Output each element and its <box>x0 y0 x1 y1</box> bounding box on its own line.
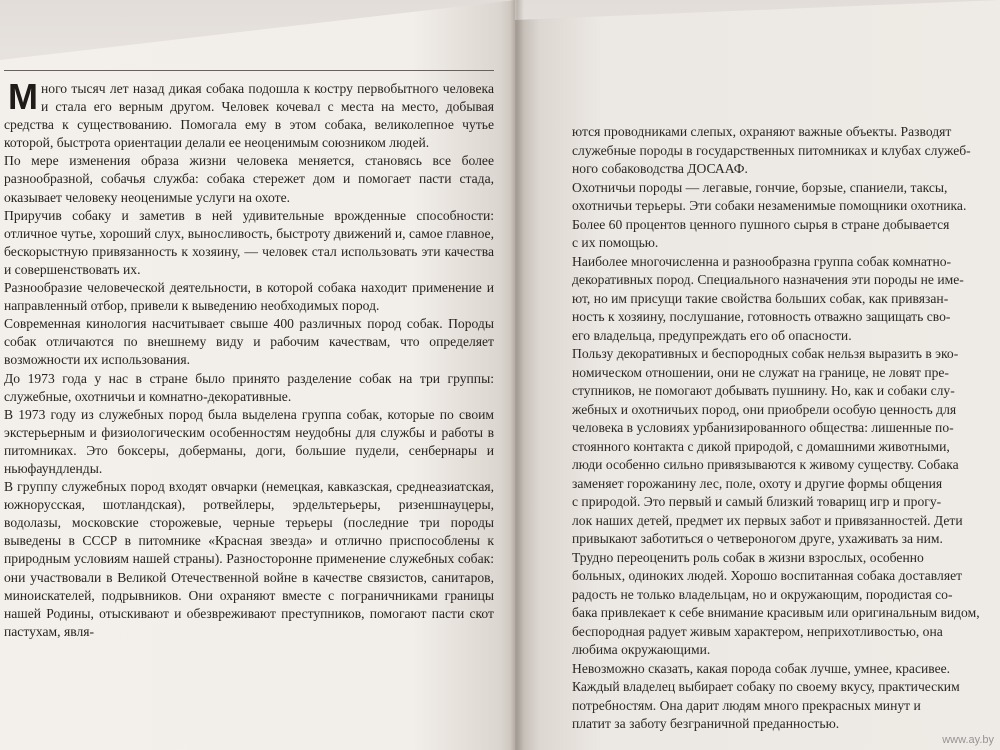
left-page-text <box>4 76 494 641</box>
book-gutter <box>510 0 524 750</box>
text-line: ются проводниками слепых, охраняют важные объекты. Разводят <box>572 124 952 139</box>
paragraph <box>4 76 494 152</box>
right-page-text <box>572 123 1000 734</box>
text-line: ют, но им присущи такие свойства больших собак, как привязан- <box>572 290 949 306</box>
paragraph: По мере изменения образа жизни человека меняется, становясь все более разнообразной, собачья служба: собака стережет дом и помогает пасти стада, оказывает человеку неоценимые услуги на охоте. <box>4 153 494 205</box>
text-line: жебных и охотничьих пород, они приобрели особую ценность для <box>572 401 957 417</box>
text-line: человека в условиях урбанизированного общества: лишенные по- <box>572 420 954 435</box>
paragraph: Приручив собаку и заметив в ней удивительные врожденные способности: отличное чутье, хороший слух, выносливость, быстроту движений и, самое главное, бескорыстную привязанность к хозяину, — человек стал использовать эти качества и совершенствовать их. <box>4 207 494 277</box>
paragraph: В 1973 году из служебных пород была выделена группа собак, которые по своим экстерьерным и физиологическим особенностям неудобны для службы и работы в питомниках. Это боксеры, доберманы, доги, большие пудели, сенбернары и ньюфаундленды. <box>4 406 494 476</box>
text-line: с их помощью. <box>572 235 659 250</box>
text-line: охотничьи терьеры. Эти собаки незаменимые помощники охотника. <box>572 198 967 213</box>
text-line: Трудно переоценить роль собак в жизни взрослых, особенно <box>572 549 924 565</box>
text-line: ного собаководства ДОСААФ. <box>572 161 748 176</box>
text-line: с природой. Это первый и самый близкий товарищ игр и прогу- <box>572 494 942 509</box>
text-line: Наиболее многочисленна и разнообразна группа собак комнатно- <box>572 253 952 269</box>
text-line: декоративных пород. Специального назначения эти породы не име- <box>572 272 964 287</box>
text-line: Более 60 процентов ценного пушного сырья в стране добывается <box>572 216 950 232</box>
text-line: платит за заботу безграничной преданностью. <box>572 716 840 731</box>
text-line: Пользу декоративных и беспородных собак нельзя выразить в эко- <box>572 346 959 361</box>
text-line: Невозможно сказать, какая порода собак лучше, умнее, красивее. <box>572 660 951 676</box>
text-line: ступников, не помогают добывать пушнину. Но, как и собаки слу- <box>572 383 955 398</box>
text-line: больных, одиноких людей. Хорошо воспитанная собака доставляет <box>572 568 963 583</box>
text-line: ность к хозяину, послушание, готовность отважно защищать сво- <box>572 309 951 324</box>
paragraph: Разнообразие человеческой деятельности, в которой собака находит применение и направленный отбор, привели к выведению необходимых пород. <box>4 280 494 314</box>
text-line: Каждый владелец выбирает собаку по своему вкусу, практическим <box>572 679 960 694</box>
text-line: Охотничьи породы — легавые, гончие, борзые, спаниели, таксы, <box>572 179 948 195</box>
text-line: радость не только владельцам, но и окружающим, породистая со- <box>572 586 953 602</box>
text-line: беспородная радует живым характером, неприхотливостью, она <box>572 623 943 639</box>
text-line: стоянного контакта с дикой природой, с домашними животными, <box>572 438 950 454</box>
text-line: его владельца, предупреждать его об опасности. <box>572 327 852 343</box>
drop-cap: М <box>8 76 38 117</box>
watermark: www.ay.by <box>942 734 994 746</box>
header-rule <box>4 70 494 71</box>
text-line: потребностям. Она дарит людям много прекрасных минут и <box>572 697 921 713</box>
text-line: люди особенно сильно привязываются к живому существу. Собака <box>572 457 959 472</box>
text-line: служебные породы в государственных питомниках и клубах служеб- <box>572 142 971 158</box>
text-line: привыкают заботиться о четвероногом друге, ухаживать за ним. <box>572 531 943 546</box>
text-line: бака привлекает к себе внимание красивым или оригинальным видом, <box>572 605 980 620</box>
text-line: лок наших детей, предмет их первых забот и привязанностей. Дети <box>572 512 963 528</box>
paragraph: До 1973 года у нас в стране было принято разделение собак на три группы: служебные, охотничьи и комнатно-декоративные. <box>4 370 494 404</box>
text-line: заменяет горожанину лес, поле, охоту и другие формы общения <box>572 475 943 491</box>
paragraph: Современная кинология насчитывает свыше 400 различных пород собак. Породы собак отличаются по внешнему виду и рабочим качествам, что определяет возможности их использования. <box>4 316 494 368</box>
paragraph-text: ного тысяч лет назад дикая собака подошла к костру первобытного человека и стала его верным другом. Человек кочевал с места на место, добывая средства к существованию. Помогала ему в этом собака, великолепное чутье которой, быстрота ориентации делали ее неоценимым союзником людей. <box>4 81 494 151</box>
paragraph: В группу служебных пород входят овчарки (немецкая, кавказская, среднеазиатская, южнорусская, шотландская), ротвейлеры, эрдельтерьеры, ризеншнауцеры, водолазы, московские сторожевые, черные терьеры (последние три породы выведены в СССР в питомнике «Красная звезда» и отлично приспособлены к природным условиям нашей страны). Разносторонне применение служебных собак: они участвовали в Великой Отечественной войне в качестве связистов, санитаров, миноискателей, подрывников. Они охраняют вместе с пограничниками границы нашей Родины, отыскивают и обезвреживают преступников, помогают пасти скот пастухам, явля- <box>4 479 494 639</box>
text-line: номическом отношении, они не служат на границе, не ловят пре- <box>572 364 949 380</box>
text-line: любима окружающими. <box>572 642 711 657</box>
